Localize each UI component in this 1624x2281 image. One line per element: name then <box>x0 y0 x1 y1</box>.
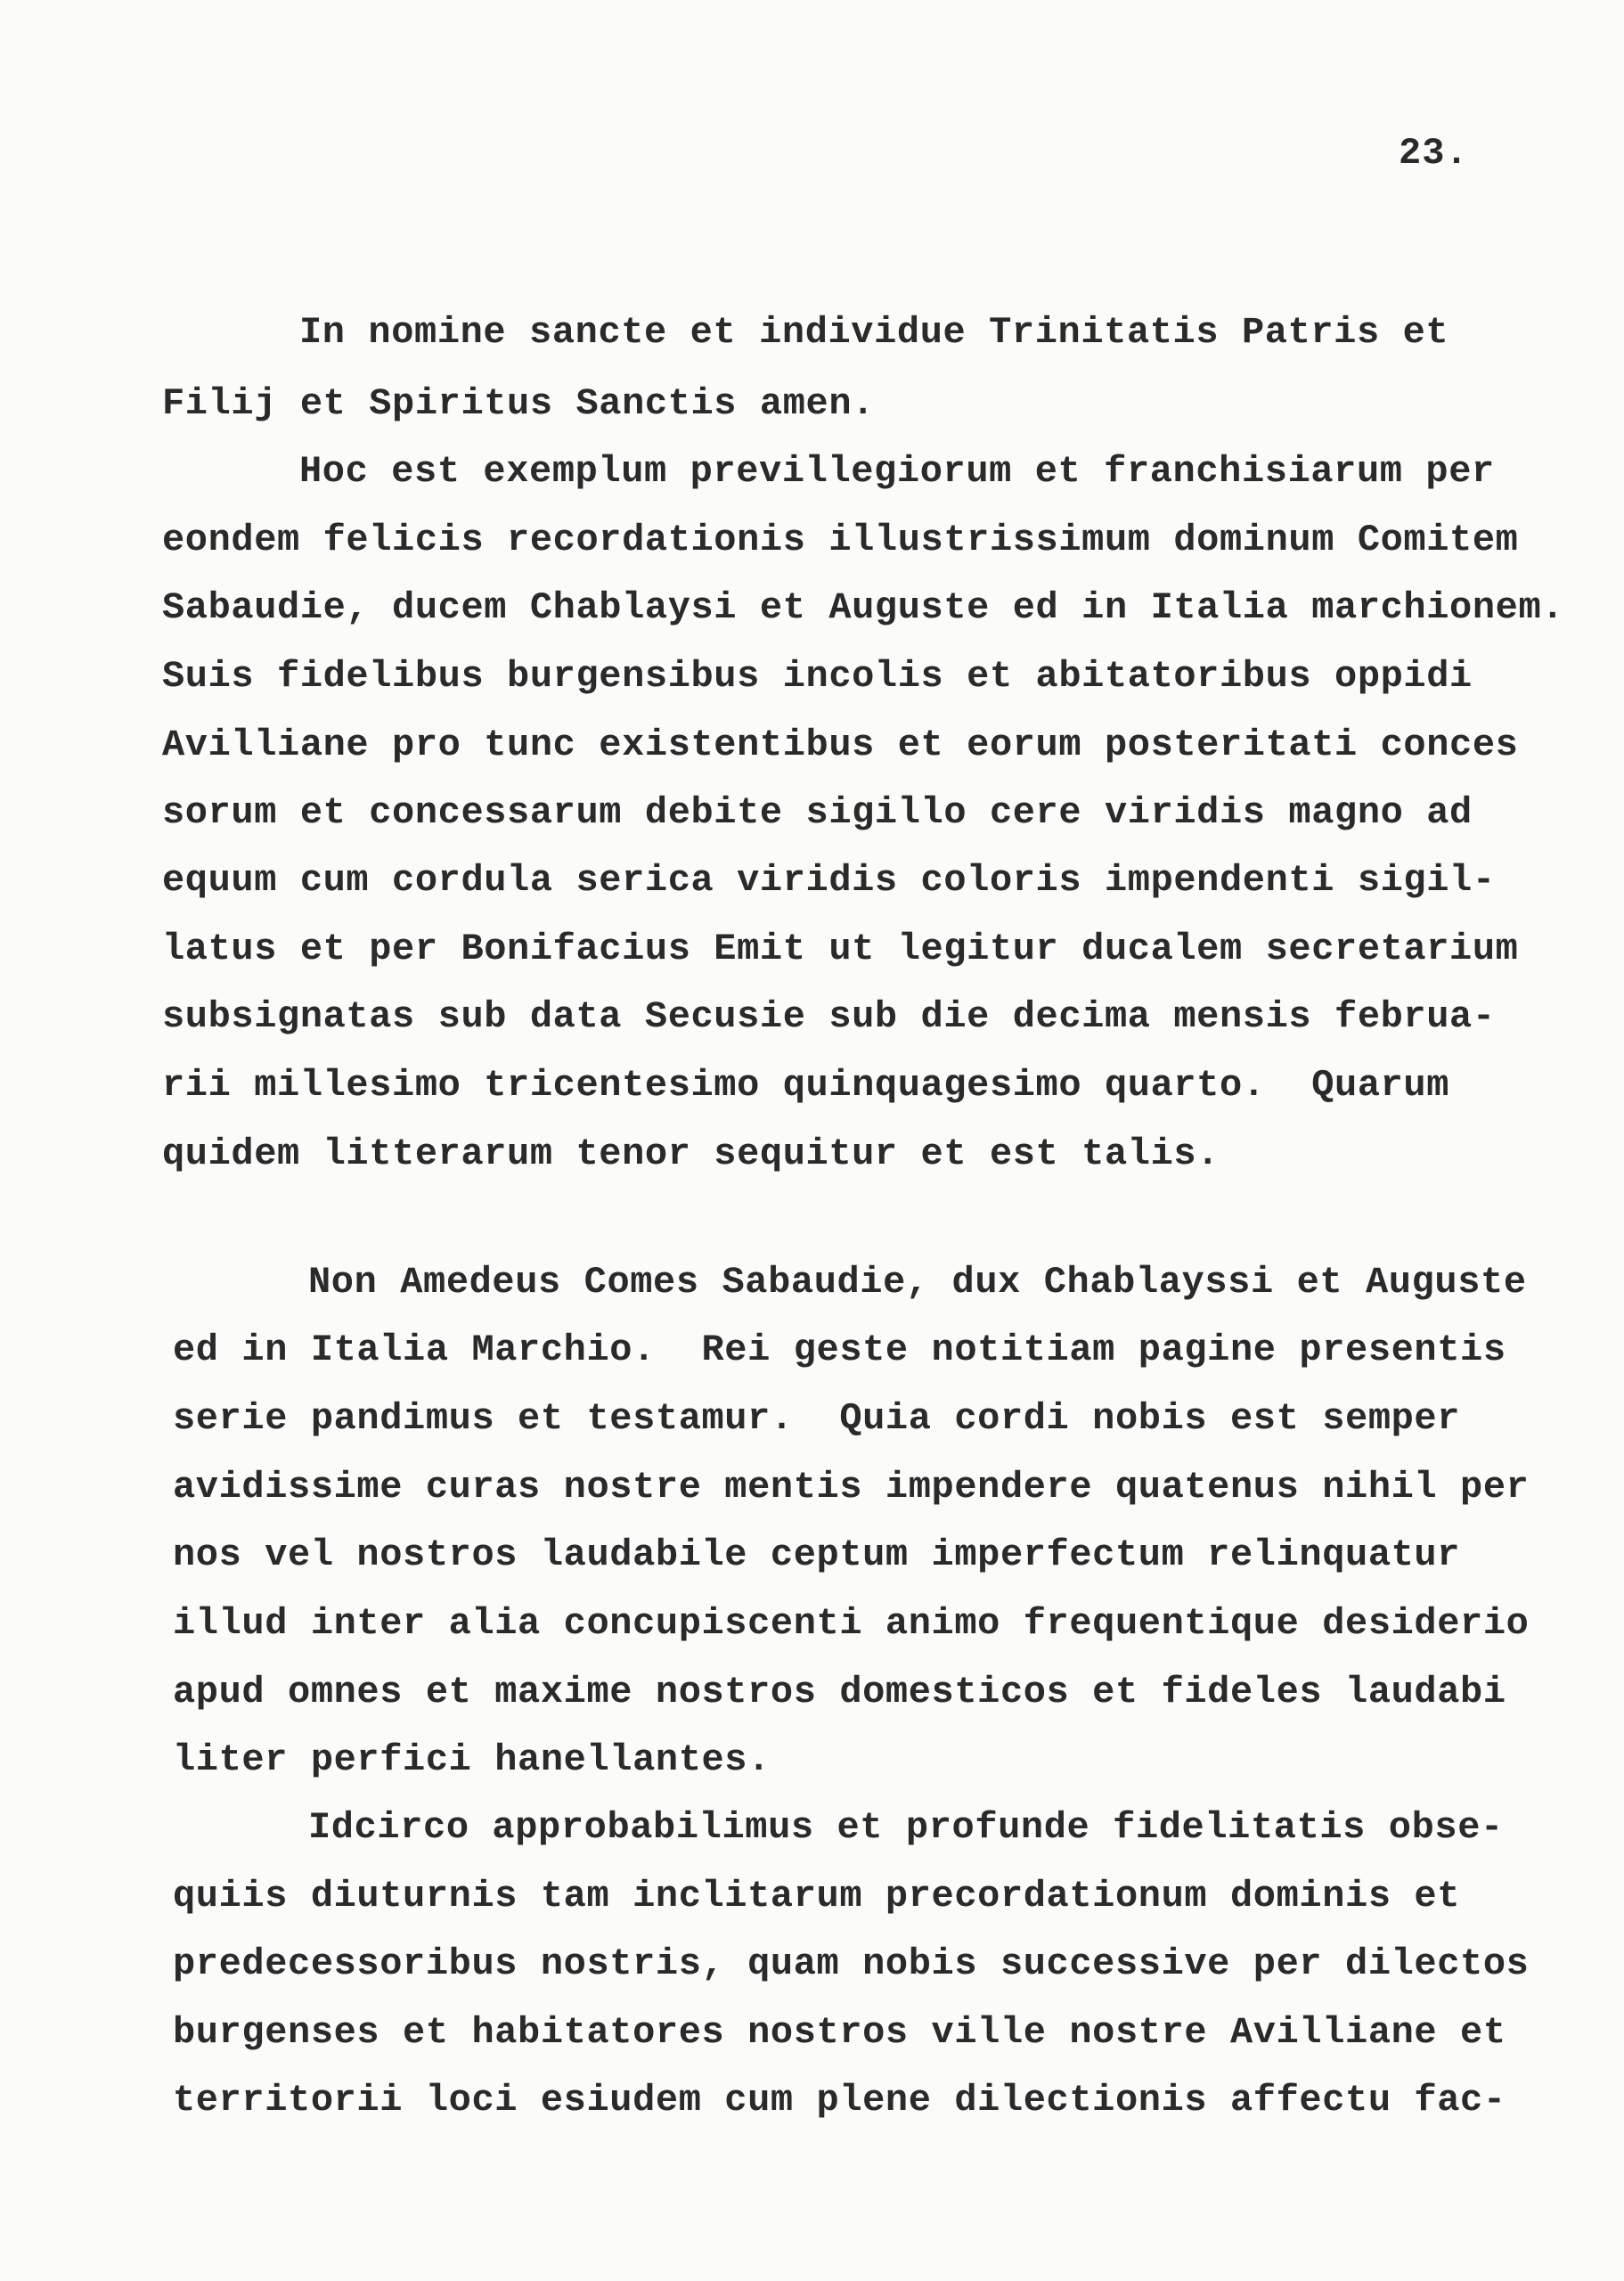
text-line: sorum et concessarum debite sigillo cere viridis magno ad <box>162 791 1473 834</box>
text-line: equum cum cordula serica viridis coloris impendenti sigil- <box>162 859 1496 902</box>
text-line: ed in Italia Marchio. Rei geste notitiam pagine presentis <box>173 1329 1506 1371</box>
text-line: Sabaudie, ducem Chablaysi et Auguste ed in Italia marchionem. <box>162 586 1565 629</box>
text-line: Avilliane pro tunc existentibus et eorum posteritati conces <box>162 724 1519 766</box>
text-line: quidem litterarum tenor sequitur et est talis. <box>162 1132 1220 1175</box>
text-line: serie pandimus et testamur. Quia cordi nobis est semper <box>173 1397 1461 1440</box>
text-line: latus et per Bonifacius Emit ut legitur ducalem secretarium <box>162 928 1519 970</box>
text-line: Idcirco approbabilimus et profunde fidelitatis obse- <box>308 1806 1504 1849</box>
text-line: eondem felicis recordationis illustrissimum dominum Comitem <box>162 519 1519 561</box>
text-line: liter perfici hanellantes. <box>173 1738 771 1781</box>
text-line: Suis fidelibus burgensibus incolis et abitatoribus oppidi <box>162 655 1473 698</box>
text-line: predecessoribus nostris, quam nobis successive per dilectos <box>173 1942 1530 1985</box>
text-line: quiis diuturnis tam inclitarum precordationum dominis et <box>173 1875 1461 1917</box>
text-line: territorii loci esiudem cum plene dilectionis affectu fac- <box>173 2079 1506 2122</box>
text-line: illud inter alia concupiscenti animo frequentique desiderio <box>173 1602 1530 1645</box>
text-line: In nomine sancte et individue Trinitatis Patris et <box>299 311 1449 354</box>
text-line: Filij et Spiritus Sanctis amen. <box>162 382 875 425</box>
text-line: rii millesimo tricentesimo quinquagesimo quarto. Quarum <box>162 1064 1450 1107</box>
page-number: 23. <box>1399 132 1469 175</box>
text-line: apud omnes et maxime nostros domesticos et fideles laudabi <box>173 1671 1506 1713</box>
text-line: burgenses et habitatores nostros ville nostre Avilliane et <box>173 2011 1506 2054</box>
text-line: subsignatas sub data Secusie sub die decima mensis februa- <box>162 995 1496 1038</box>
text-line: Non Amedeus Comes Sabaudie, dux Chablayssi et Auguste <box>308 1261 1527 1304</box>
text-line: nos vel nostros laudabile ceptum imperfectum relinquatur <box>173 1533 1461 1576</box>
text-line: Hoc est exemplum previllegiorum et franchisiarum per <box>299 450 1495 493</box>
text-line: avidissime curas nostre mentis impendere quatenus nihil per <box>173 1466 1530 1508</box>
